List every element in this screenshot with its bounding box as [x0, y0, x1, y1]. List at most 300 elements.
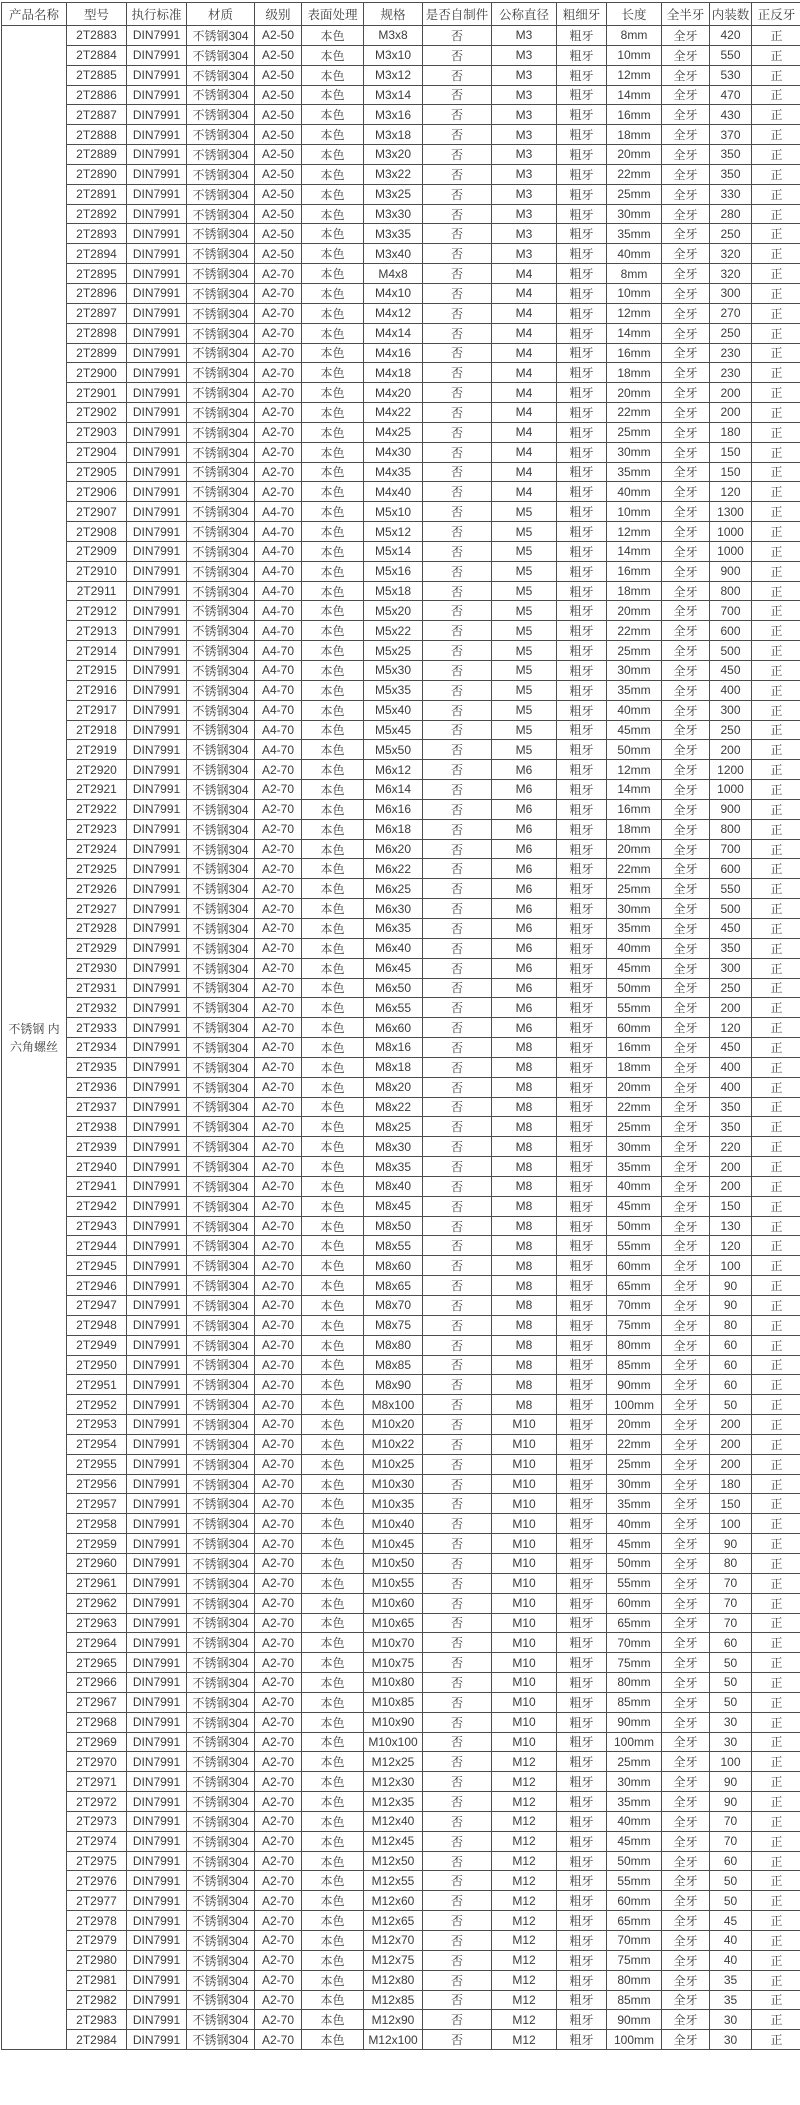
cell-model: 2T2965: [67, 1653, 127, 1673]
table-row: [2, 621, 800, 641]
cell-pack-quantity: 100: [710, 1752, 752, 1772]
cell-material: 不锈钢304: [187, 720, 255, 740]
cell-thread-direction: 正: [752, 899, 800, 919]
cell-material: 不锈钢304: [187, 1712, 255, 1732]
cell-model: 2T2976: [67, 1871, 127, 1891]
cell-pack-quantity: 60: [710, 1633, 752, 1653]
cell-nominal-diameter: M12: [492, 1990, 557, 2010]
cell-pack-quantity: 90: [710, 1772, 752, 1792]
cell-self-made: 否: [423, 700, 492, 720]
cell-self-made: 否: [423, 1415, 492, 1435]
cell-nominal-diameter: M4: [492, 442, 557, 462]
cell-specification: M10x80: [364, 1673, 423, 1693]
cell-grade: A4-70: [255, 621, 302, 641]
table-row: [2, 502, 800, 522]
cell-standard: DIN7991: [127, 45, 187, 65]
cell-thread-pitch: 粗牙: [557, 363, 607, 383]
cell-length: 10mm: [607, 283, 662, 303]
table-row: [2, 1434, 800, 1454]
cell-nominal-diameter: M6: [492, 978, 557, 998]
cell-self-made: 否: [423, 343, 492, 363]
cell-grade: A2-70: [255, 1772, 302, 1792]
cell-pack-quantity: 450: [710, 661, 752, 681]
cell-standard: DIN7991: [127, 1851, 187, 1871]
cell-model: 2T2923: [67, 819, 127, 839]
cell-thread-coverage: 全牙: [662, 1117, 710, 1137]
cell-length: 75mm: [607, 1315, 662, 1335]
cell-pack-quantity: 45: [710, 1911, 752, 1931]
cell-self-made: 否: [423, 581, 492, 601]
cell-nominal-diameter: M4: [492, 383, 557, 403]
cell-grade: A2-70: [255, 938, 302, 958]
cell-length: 40mm: [607, 700, 662, 720]
cell-length: 45mm: [607, 720, 662, 740]
table-row: [2, 561, 800, 581]
cell-thread-direction: 正: [752, 522, 800, 542]
cell-material: 不锈钢304: [187, 541, 255, 561]
table-row: [2, 1494, 800, 1514]
cell-thread-coverage: 全牙: [662, 45, 710, 65]
cell-material: 不锈钢304: [187, 1137, 255, 1157]
table-row: [2, 740, 800, 760]
cell-surface-finish: 本色: [302, 1176, 364, 1196]
cell-model: 2T2955: [67, 1454, 127, 1474]
cell-grade: A2-70: [255, 462, 302, 482]
table-row: [2, 1514, 800, 1534]
cell-material: 不锈钢304: [187, 1692, 255, 1712]
cell-nominal-diameter: M3: [492, 125, 557, 145]
cell-nominal-diameter: M10: [492, 1653, 557, 1673]
table-row: [2, 2010, 800, 2030]
cell-pack-quantity: 200: [710, 998, 752, 1018]
cell-pack-quantity: 1200: [710, 760, 752, 780]
cell-thread-coverage: 全牙: [662, 343, 710, 363]
cell-thread-coverage: 全牙: [662, 1613, 710, 1633]
cell-nominal-diameter: M8: [492, 1355, 557, 1375]
cell-material: 不锈钢304: [187, 899, 255, 919]
cell-length: 65mm: [607, 1276, 662, 1296]
cell-length: 16mm: [607, 105, 662, 125]
cell-length: 85mm: [607, 1990, 662, 2010]
cell-nominal-diameter: M8: [492, 1315, 557, 1335]
cell-nominal-diameter: M6: [492, 819, 557, 839]
cell-standard: DIN7991: [127, 1553, 187, 1573]
cell-model: 2T2942: [67, 1196, 127, 1216]
cell-model: 2T2888: [67, 125, 127, 145]
cell-standard: DIN7991: [127, 958, 187, 978]
cell-material: 不锈钢304: [187, 1315, 255, 1335]
cell-length: 40mm: [607, 938, 662, 958]
cell-material: 不锈钢304: [187, 522, 255, 542]
cell-grade: A2-70: [255, 760, 302, 780]
cell-standard: DIN7991: [127, 1871, 187, 1891]
cell-standard: DIN7991: [127, 1256, 187, 1276]
cell-nominal-diameter: M10: [492, 1692, 557, 1712]
cell-thread-direction: 正: [752, 2030, 800, 2050]
cell-thread-direction: 正: [752, 1653, 800, 1673]
cell-pack-quantity: 30: [710, 2010, 752, 2030]
cell-nominal-diameter: M8: [492, 1057, 557, 1077]
cell-material: 不锈钢304: [187, 780, 255, 800]
cell-specification: M5x20: [364, 601, 423, 621]
cell-thread-pitch: 粗牙: [557, 541, 607, 561]
cell-length: 20mm: [607, 601, 662, 621]
table-row: [2, 938, 800, 958]
cell-specification: M8x65: [364, 1276, 423, 1296]
cell-standard: DIN7991: [127, 1732, 187, 1752]
cell-length: 40mm: [607, 482, 662, 502]
cell-material: 不锈钢304: [187, 918, 255, 938]
cell-pack-quantity: 350: [710, 1097, 752, 1117]
cell-thread-direction: 正: [752, 760, 800, 780]
cell-thread-pitch: 粗牙: [557, 85, 607, 105]
cell-thread-direction: 正: [752, 1474, 800, 1494]
cell-length: 16mm: [607, 561, 662, 581]
cell-material: 不锈钢304: [187, 1653, 255, 1673]
cell-standard: DIN7991: [127, 680, 187, 700]
cell-standard: DIN7991: [127, 1137, 187, 1157]
cell-thread-coverage: 全牙: [662, 264, 710, 284]
cell-standard: DIN7991: [127, 799, 187, 819]
cell-surface-finish: 本色: [302, 1891, 364, 1911]
cell-specification: M5x30: [364, 661, 423, 681]
cell-thread-pitch: 粗牙: [557, 1474, 607, 1494]
cell-pack-quantity: 1000: [710, 541, 752, 561]
cell-pack-quantity: 200: [710, 740, 752, 760]
cell-surface-finish: 本色: [302, 1673, 364, 1693]
cell-thread-direction: 正: [752, 1514, 800, 1534]
table-row: [2, 1038, 800, 1058]
cell-model: 2T2928: [67, 918, 127, 938]
cell-thread-direction: 正: [752, 740, 800, 760]
cell-nominal-diameter: M10: [492, 1633, 557, 1653]
cell-nominal-diameter: M5: [492, 720, 557, 740]
cell-length: 25mm: [607, 422, 662, 442]
cell-standard: DIN7991: [127, 839, 187, 859]
cell-material: 不锈钢304: [187, 1375, 255, 1395]
cell-thread-direction: 正: [752, 383, 800, 403]
cell-material: 不锈钢304: [187, 1772, 255, 1792]
table-row: [2, 323, 800, 343]
col-header-material: 材质: [187, 3, 255, 26]
cell-nominal-diameter: M6: [492, 799, 557, 819]
cell-standard: DIN7991: [127, 145, 187, 165]
table-row: [2, 899, 800, 919]
cell-thread-coverage: 全牙: [662, 204, 710, 224]
cell-standard: DIN7991: [127, 740, 187, 760]
cell-specification: M12x50: [364, 1851, 423, 1871]
cell-thread-coverage: 全牙: [662, 1970, 710, 1990]
cell-grade: A2-70: [255, 1276, 302, 1296]
cell-pack-quantity: 800: [710, 819, 752, 839]
cell-nominal-diameter: M10: [492, 1474, 557, 1494]
cell-surface-finish: 本色: [302, 1613, 364, 1633]
cell-material: 不锈钢304: [187, 1792, 255, 1812]
table-row: [2, 303, 800, 323]
cell-length: 35mm: [607, 1157, 662, 1177]
table-row: [2, 1553, 800, 1573]
cell-model: 2T2941: [67, 1176, 127, 1196]
cell-specification: M10x75: [364, 1653, 423, 1673]
cell-nominal-diameter: M12: [492, 1891, 557, 1911]
cell-thread-pitch: 粗牙: [557, 1692, 607, 1712]
cell-length: 25mm: [607, 1117, 662, 1137]
cell-standard: DIN7991: [127, 244, 187, 264]
cell-thread-coverage: 全牙: [662, 1077, 710, 1097]
cell-pack-quantity: 1000: [710, 522, 752, 542]
cell-standard: DIN7991: [127, 1276, 187, 1296]
cell-specification: M3x22: [364, 164, 423, 184]
cell-thread-direction: 正: [752, 1097, 800, 1117]
cell-self-made: 否: [423, 839, 492, 859]
cell-model: 2T2970: [67, 1752, 127, 1772]
cell-nominal-diameter: M12: [492, 2010, 557, 2030]
table-row: [2, 105, 800, 125]
cell-thread-pitch: 粗牙: [557, 1752, 607, 1772]
cell-thread-coverage: 全牙: [662, 680, 710, 700]
cell-thread-coverage: 全牙: [662, 1950, 710, 1970]
cell-thread-direction: 正: [752, 938, 800, 958]
cell-thread-direction: 正: [752, 1415, 800, 1435]
cell-material: 不锈钢304: [187, 1216, 255, 1236]
cell-material: 不锈钢304: [187, 1454, 255, 1474]
cell-grade: A2-70: [255, 1236, 302, 1256]
table-row: [2, 1593, 800, 1613]
cell-length: 20mm: [607, 145, 662, 165]
cell-model: 2T2915: [67, 661, 127, 681]
cell-standard: DIN7991: [127, 1315, 187, 1335]
cell-pack-quantity: 70: [710, 1573, 752, 1593]
cell-thread-direction: 正: [752, 998, 800, 1018]
cell-nominal-diameter: M4: [492, 303, 557, 323]
cell-standard: DIN7991: [127, 1196, 187, 1216]
cell-thread-direction: 正: [752, 1057, 800, 1077]
cell-self-made: 否: [423, 2030, 492, 2050]
cell-model: 2T2911: [67, 581, 127, 601]
cell-material: 不锈钢304: [187, 422, 255, 442]
cell-standard: DIN7991: [127, 978, 187, 998]
cell-specification: M4x25: [364, 422, 423, 442]
cell-thread-pitch: 粗牙: [557, 1950, 607, 1970]
cell-grade: A2-70: [255, 899, 302, 919]
cell-self-made: 否: [423, 145, 492, 165]
cell-surface-finish: 本色: [302, 799, 364, 819]
cell-model: 2T2943: [67, 1216, 127, 1236]
cell-self-made: 否: [423, 740, 492, 760]
table-row: [2, 442, 800, 462]
cell-thread-direction: 正: [752, 1355, 800, 1375]
table-row: [2, 184, 800, 204]
cell-thread-pitch: 粗牙: [557, 323, 607, 343]
cell-grade: A2-70: [255, 1613, 302, 1633]
cell-self-made: 否: [423, 978, 492, 998]
table-row: [2, 244, 800, 264]
cell-grade: A2-50: [255, 244, 302, 264]
cell-material: 不锈钢304: [187, 1752, 255, 1772]
cell-model: 2T2893: [67, 224, 127, 244]
cell-thread-pitch: 粗牙: [557, 1097, 607, 1117]
cell-pack-quantity: 700: [710, 601, 752, 621]
cell-specification: M5x22: [364, 621, 423, 641]
cell-thread-direction: 正: [752, 1196, 800, 1216]
cell-surface-finish: 本色: [302, 1018, 364, 1038]
cell-surface-finish: 本色: [302, 343, 364, 363]
cell-pack-quantity: 50: [710, 1871, 752, 1891]
cell-nominal-diameter: M4: [492, 283, 557, 303]
cell-length: 20mm: [607, 383, 662, 403]
cell-thread-pitch: 粗牙: [557, 383, 607, 403]
table-row: [2, 522, 800, 542]
cell-nominal-diameter: M4: [492, 462, 557, 482]
cell-thread-pitch: 粗牙: [557, 303, 607, 323]
cell-material: 不锈钢304: [187, 1276, 255, 1296]
cell-thread-direction: 正: [752, 1494, 800, 1514]
cell-self-made: 否: [423, 1454, 492, 1474]
cell-thread-coverage: 全牙: [662, 363, 710, 383]
cell-specification: M5x10: [364, 502, 423, 522]
cell-length: 35mm: [607, 918, 662, 938]
cell-grade: A2-70: [255, 879, 302, 899]
cell-grade: A2-70: [255, 998, 302, 1018]
cell-specification: M8x45: [364, 1196, 423, 1216]
cell-surface-finish: 本色: [302, 1772, 364, 1792]
cell-thread-pitch: 粗牙: [557, 1653, 607, 1673]
cell-specification: M10x70: [364, 1633, 423, 1653]
cell-standard: DIN7991: [127, 720, 187, 740]
cell-thread-pitch: 粗牙: [557, 1415, 607, 1435]
cell-nominal-diameter: M8: [492, 1216, 557, 1236]
cell-thread-direction: 正: [752, 244, 800, 264]
cell-material: 不锈钢304: [187, 323, 255, 343]
cell-thread-direction: 正: [752, 264, 800, 284]
cell-thread-coverage: 全牙: [662, 1315, 710, 1335]
cell-length: 65mm: [607, 1613, 662, 1633]
cell-thread-pitch: 粗牙: [557, 1712, 607, 1732]
cell-material: 不锈钢304: [187, 740, 255, 760]
cell-length: 35mm: [607, 1792, 662, 1812]
cell-length: 55mm: [607, 998, 662, 1018]
cell-grade: A2-70: [255, 1871, 302, 1891]
cell-nominal-diameter: M10: [492, 1514, 557, 1534]
cell-nominal-diameter: M5: [492, 680, 557, 700]
cell-self-made: 否: [423, 1950, 492, 1970]
cell-specification: M6x16: [364, 799, 423, 819]
cell-thread-coverage: 全牙: [662, 145, 710, 165]
cell-self-made: 否: [423, 918, 492, 938]
cell-thread-coverage: 全牙: [662, 780, 710, 800]
cell-standard: DIN7991: [127, 1593, 187, 1613]
cell-thread-direction: 正: [752, 1157, 800, 1177]
cell-thread-pitch: 粗牙: [557, 819, 607, 839]
cell-nominal-diameter: M5: [492, 581, 557, 601]
cell-thread-direction: 正: [752, 145, 800, 165]
cell-model: 2T2958: [67, 1514, 127, 1534]
cell-specification: M6x25: [364, 879, 423, 899]
col-header-specification: 规格: [364, 3, 423, 26]
cell-nominal-diameter: M6: [492, 899, 557, 919]
cell-nominal-diameter: M12: [492, 1970, 557, 1990]
cell-grade: A2-50: [255, 45, 302, 65]
cell-material: 不锈钢304: [187, 859, 255, 879]
cell-nominal-diameter: M10: [492, 1732, 557, 1752]
cell-specification: M3x10: [364, 45, 423, 65]
cell-material: 不锈钢304: [187, 303, 255, 323]
cell-nominal-diameter: M5: [492, 522, 557, 542]
header-row: [2, 3, 800, 26]
cell-specification: M10x22: [364, 1434, 423, 1454]
table-row: [2, 1296, 800, 1316]
cell-pack-quantity: 200: [710, 1157, 752, 1177]
cell-surface-finish: 本色: [302, 2030, 364, 2050]
cell-nominal-diameter: M10: [492, 1434, 557, 1454]
table-row: [2, 1891, 800, 1911]
cell-model: 2T2902: [67, 403, 127, 423]
cell-specification: M5x12: [364, 522, 423, 542]
table-row: [2, 1454, 800, 1474]
cell-thread-coverage: 全牙: [662, 621, 710, 641]
cell-surface-finish: 本色: [302, 1296, 364, 1316]
cell-length: 50mm: [607, 1216, 662, 1236]
cell-model: 2T2926: [67, 879, 127, 899]
cell-pack-quantity: 230: [710, 343, 752, 363]
cell-thread-coverage: 全牙: [662, 1553, 710, 1573]
cell-nominal-diameter: M8: [492, 1196, 557, 1216]
cell-thread-coverage: 全牙: [662, 1395, 710, 1415]
cell-surface-finish: 本色: [302, 363, 364, 383]
cell-pack-quantity: 60: [710, 1355, 752, 1375]
cell-model: 2T2956: [67, 1474, 127, 1494]
cell-standard: DIN7991: [127, 2030, 187, 2050]
cell-pack-quantity: 200: [710, 403, 752, 423]
cell-thread-direction: 正: [752, 1712, 800, 1732]
cell-nominal-diameter: M8: [492, 1256, 557, 1276]
col-header-standard: 执行标准: [127, 3, 187, 26]
cell-surface-finish: 本色: [302, 204, 364, 224]
cell-thread-pitch: 粗牙: [557, 145, 607, 165]
cell-nominal-diameter: M12: [492, 1950, 557, 1970]
table-row: [2, 1732, 800, 1752]
cell-grade: A2-70: [255, 1712, 302, 1732]
cell-thread-coverage: 全牙: [662, 1732, 710, 1752]
cell-thread-direction: 正: [752, 819, 800, 839]
cell-material: 不锈钢304: [187, 1335, 255, 1355]
cell-model: 2T2889: [67, 145, 127, 165]
cell-pack-quantity: 600: [710, 621, 752, 641]
table-row: [2, 1474, 800, 1494]
cell-surface-finish: 本色: [302, 2010, 364, 2030]
cell-specification: M5x40: [364, 700, 423, 720]
cell-thread-direction: 正: [752, 958, 800, 978]
cell-grade: A2-70: [255, 799, 302, 819]
cell-thread-pitch: 粗牙: [557, 502, 607, 522]
cell-material: 不锈钢304: [187, 1871, 255, 1891]
cell-thread-coverage: 全牙: [662, 978, 710, 998]
cell-pack-quantity: 320: [710, 264, 752, 284]
cell-self-made: 否: [423, 1137, 492, 1157]
cell-length: 12mm: [607, 760, 662, 780]
cell-thread-pitch: 粗牙: [557, 1514, 607, 1534]
cell-self-made: 否: [423, 859, 492, 879]
cell-pack-quantity: 60: [710, 1375, 752, 1395]
cell-specification: M8x35: [364, 1157, 423, 1177]
cell-thread-direction: 正: [752, 403, 800, 423]
cell-self-made: 否: [423, 998, 492, 1018]
cell-length: 70mm: [607, 1633, 662, 1653]
cell-self-made: 否: [423, 1018, 492, 1038]
cell-surface-finish: 本色: [302, 978, 364, 998]
cell-thread-direction: 正: [752, 1752, 800, 1772]
cell-self-made: 否: [423, 1276, 492, 1296]
